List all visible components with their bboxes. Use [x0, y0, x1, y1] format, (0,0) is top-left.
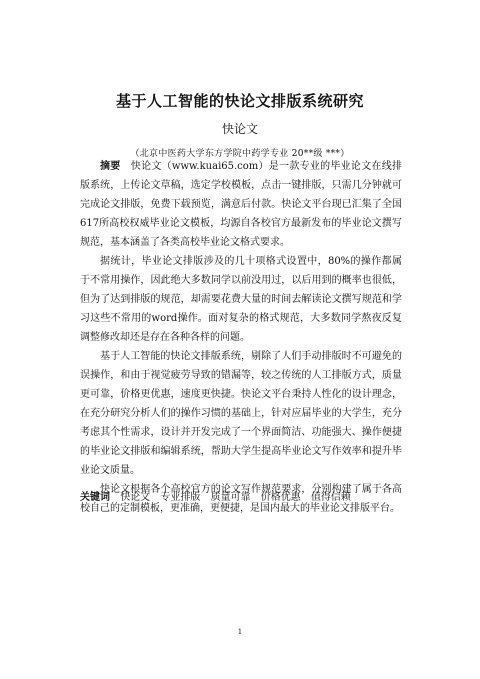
- keyword: 专业排版: [160, 492, 201, 503]
- abstract-paragraph-1: [80, 157, 402, 252]
- paper-author: 快论文: [221, 122, 258, 136]
- paper-affiliation: （北京中医药大学东方学院中药学专业 20**级 ***）: [130, 149, 350, 159]
- keyword: 值得信赖: [310, 492, 351, 503]
- page-number: 1: [237, 628, 243, 636]
- abstract-label: 摘要: [100, 161, 121, 172]
- abstract-paragraph-4: 快论文根据各个高校官方的论文写作规范要求，分别构建了属于各高校自己的定制模板，更准确，更便捷，是国内最大的毕业论文排版平台。: [80, 484, 402, 514]
- keyword: 价格优惠: [260, 492, 301, 503]
- keyword: 快论文: [120, 492, 151, 503]
- keywords-line: [80, 488, 410, 507]
- abstract-paragraph-2: 据统计，毕业论文排版涉及的几十项格式设置中，80%的操作都属于不常用操作，因此绝大多数同学以前没用过，以后用到的概率也很低，但为了达到排版的规范，却需要花费大量的时间去解读论文撰写规范和学习这些不常用的word操作。面对复杂的格式规范，大多数同学熬夜反复调整修改却还是存在各种各样的问题。: [80, 256, 402, 343]
- abstract-paragraph-3: 基于人工智能的快论文排版系统，剔除了人们手动排版时不可避免的误操作，和由于视觉疲劳导致的错漏等，较之传统的人工排版方式，质量更可靠，价格更优惠，速度更快捷。快论文平台秉持人性化的设计理念，在充分研究分析人们的操作习惯的基础上，针对应届毕业的大学生，充分考虑其个性需求，设计并开发完成了一个界面简洁、功能强大、操作便捷的毕业论文排版和编辑系统，帮助大学生提高毕业论文写作效率和提升毕业论文质量。: [80, 351, 402, 476]
- abstract-body: [80, 157, 402, 518]
- keyword: 质量可靠: [210, 492, 251, 503]
- paragraph-text: 快论文（www.kuai65.com）是一款专业的毕业论文在线排版系统，上传论文草稿，选定学校模板，点击一键排版，只需几分钟就可完成论文排版，免费下载预览，满意后付款。快论文平台现已汇集了全国617所高校权威毕业论文模板，均源自各校官方最新发布的毕业论文撰写规范，基本涵盖了各类高校毕业论文格式要求。: [80, 161, 402, 248]
- keywords-label: 关键词: [80, 492, 110, 503]
- paper-title: 基于人工智能的快论文排版系统研究: [115, 92, 364, 110]
